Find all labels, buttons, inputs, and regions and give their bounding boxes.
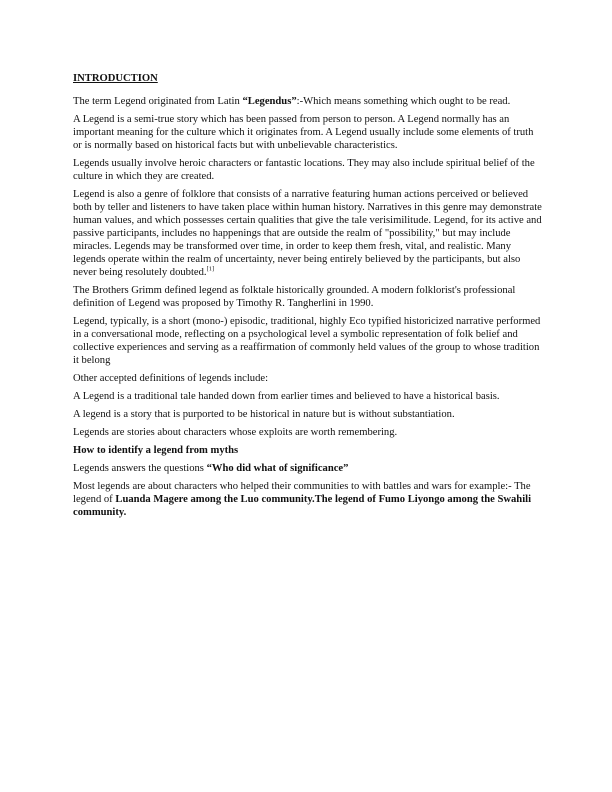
paragraph-examples-text: Most legends are about characters who helped their communities to with battles and wars for example:- The legend of bbox=[73, 481, 531, 505]
paragraph-grimm: The Brothers Grimm defined legend as folktale historically grounded. A modern folklorist's professional definition of Legend was proposed by Timothy R. Tangherlini in 1990. bbox=[73, 285, 516, 309]
paragraph-questions bbox=[73, 462, 543, 475]
paragraph-genre bbox=[73, 188, 543, 279]
paragraph-definition-3: Legends are stories about characters whose exploits are worth remembering. bbox=[73, 427, 398, 438]
footnote-reference: [1] bbox=[206, 265, 215, 273]
paragraph-origin-text-2: :-Which means something which ought to be read. bbox=[296, 96, 511, 107]
paragraph-origin bbox=[73, 95, 543, 108]
subheading-identify: How to identify a legend from myths bbox=[73, 445, 239, 456]
paragraph-examples bbox=[73, 480, 543, 519]
paragraph-origin-text-1: The term Legend originated from Latin bbox=[73, 96, 243, 107]
paragraph-questions-text: Legends answers the questions bbox=[73, 463, 207, 474]
paragraph-questions-quote: “Who did what of significance” bbox=[206, 463, 349, 474]
paragraph-definition-2: A legend is a story that is purported to be historical in nature but is without substantiation. bbox=[73, 409, 455, 420]
paragraph-tangherlini-definition: Legend, typically, is a short (mono-) episodic, traditional, highly Eco typified historicized narrative performed in a conversational mode, reflecting on a psychological level a symbolic representation of folk belief and collective experiences and serving as a reaffirmation of commonly held values of the group to whose tradition it belong bbox=[73, 316, 541, 366]
paragraph-other-definitions: Other accepted definitions of legends include: bbox=[73, 373, 269, 384]
paragraph-genre-text: Legend is also a genre of folklore that consists of a narrative featuring human actions perceived or believed both by teller and listeners to have taken place within human history. Narratives in this genre may demonstrate human values, and which possesses certain qualities that give the tale verisimilitude. Legend, for its active and passive participants, includes no happenings that are outside the realm of "possibility," but may include miracles. Legends may be transformed over time, in order to keep them fresh, vital, and realistic. Many legends operate within the realm of uncertainty, never being entirely believed by the participants, but also never being resolutely doubted. bbox=[73, 189, 542, 278]
paragraph-origin-term: “Legendus” bbox=[242, 96, 297, 107]
paragraph-definition-1: A Legend is a traditional tale handed down from earlier times and believed to have a historical basis. bbox=[73, 391, 500, 402]
document-page bbox=[73, 72, 543, 524]
section-heading: INTRODUCTION bbox=[73, 73, 158, 84]
paragraph-characters: Legends usually involve heroic characters or fantastic locations. They may also include spiritual belief of the culture in which they are created. bbox=[73, 158, 535, 182]
paragraph-definition: A Legend is a semi-true story which has been passed from person to person. A Legend normally has an important meaning for the culture which it originates from. A Legend usually include some elements of truth or is normally based on historical facts but with unbelievable characteristics. bbox=[73, 114, 534, 151]
paragraph-examples-legends: Luanda Magere among the Luo community.The legend of Fumo Liyongo among the Swahili community. bbox=[73, 494, 532, 518]
